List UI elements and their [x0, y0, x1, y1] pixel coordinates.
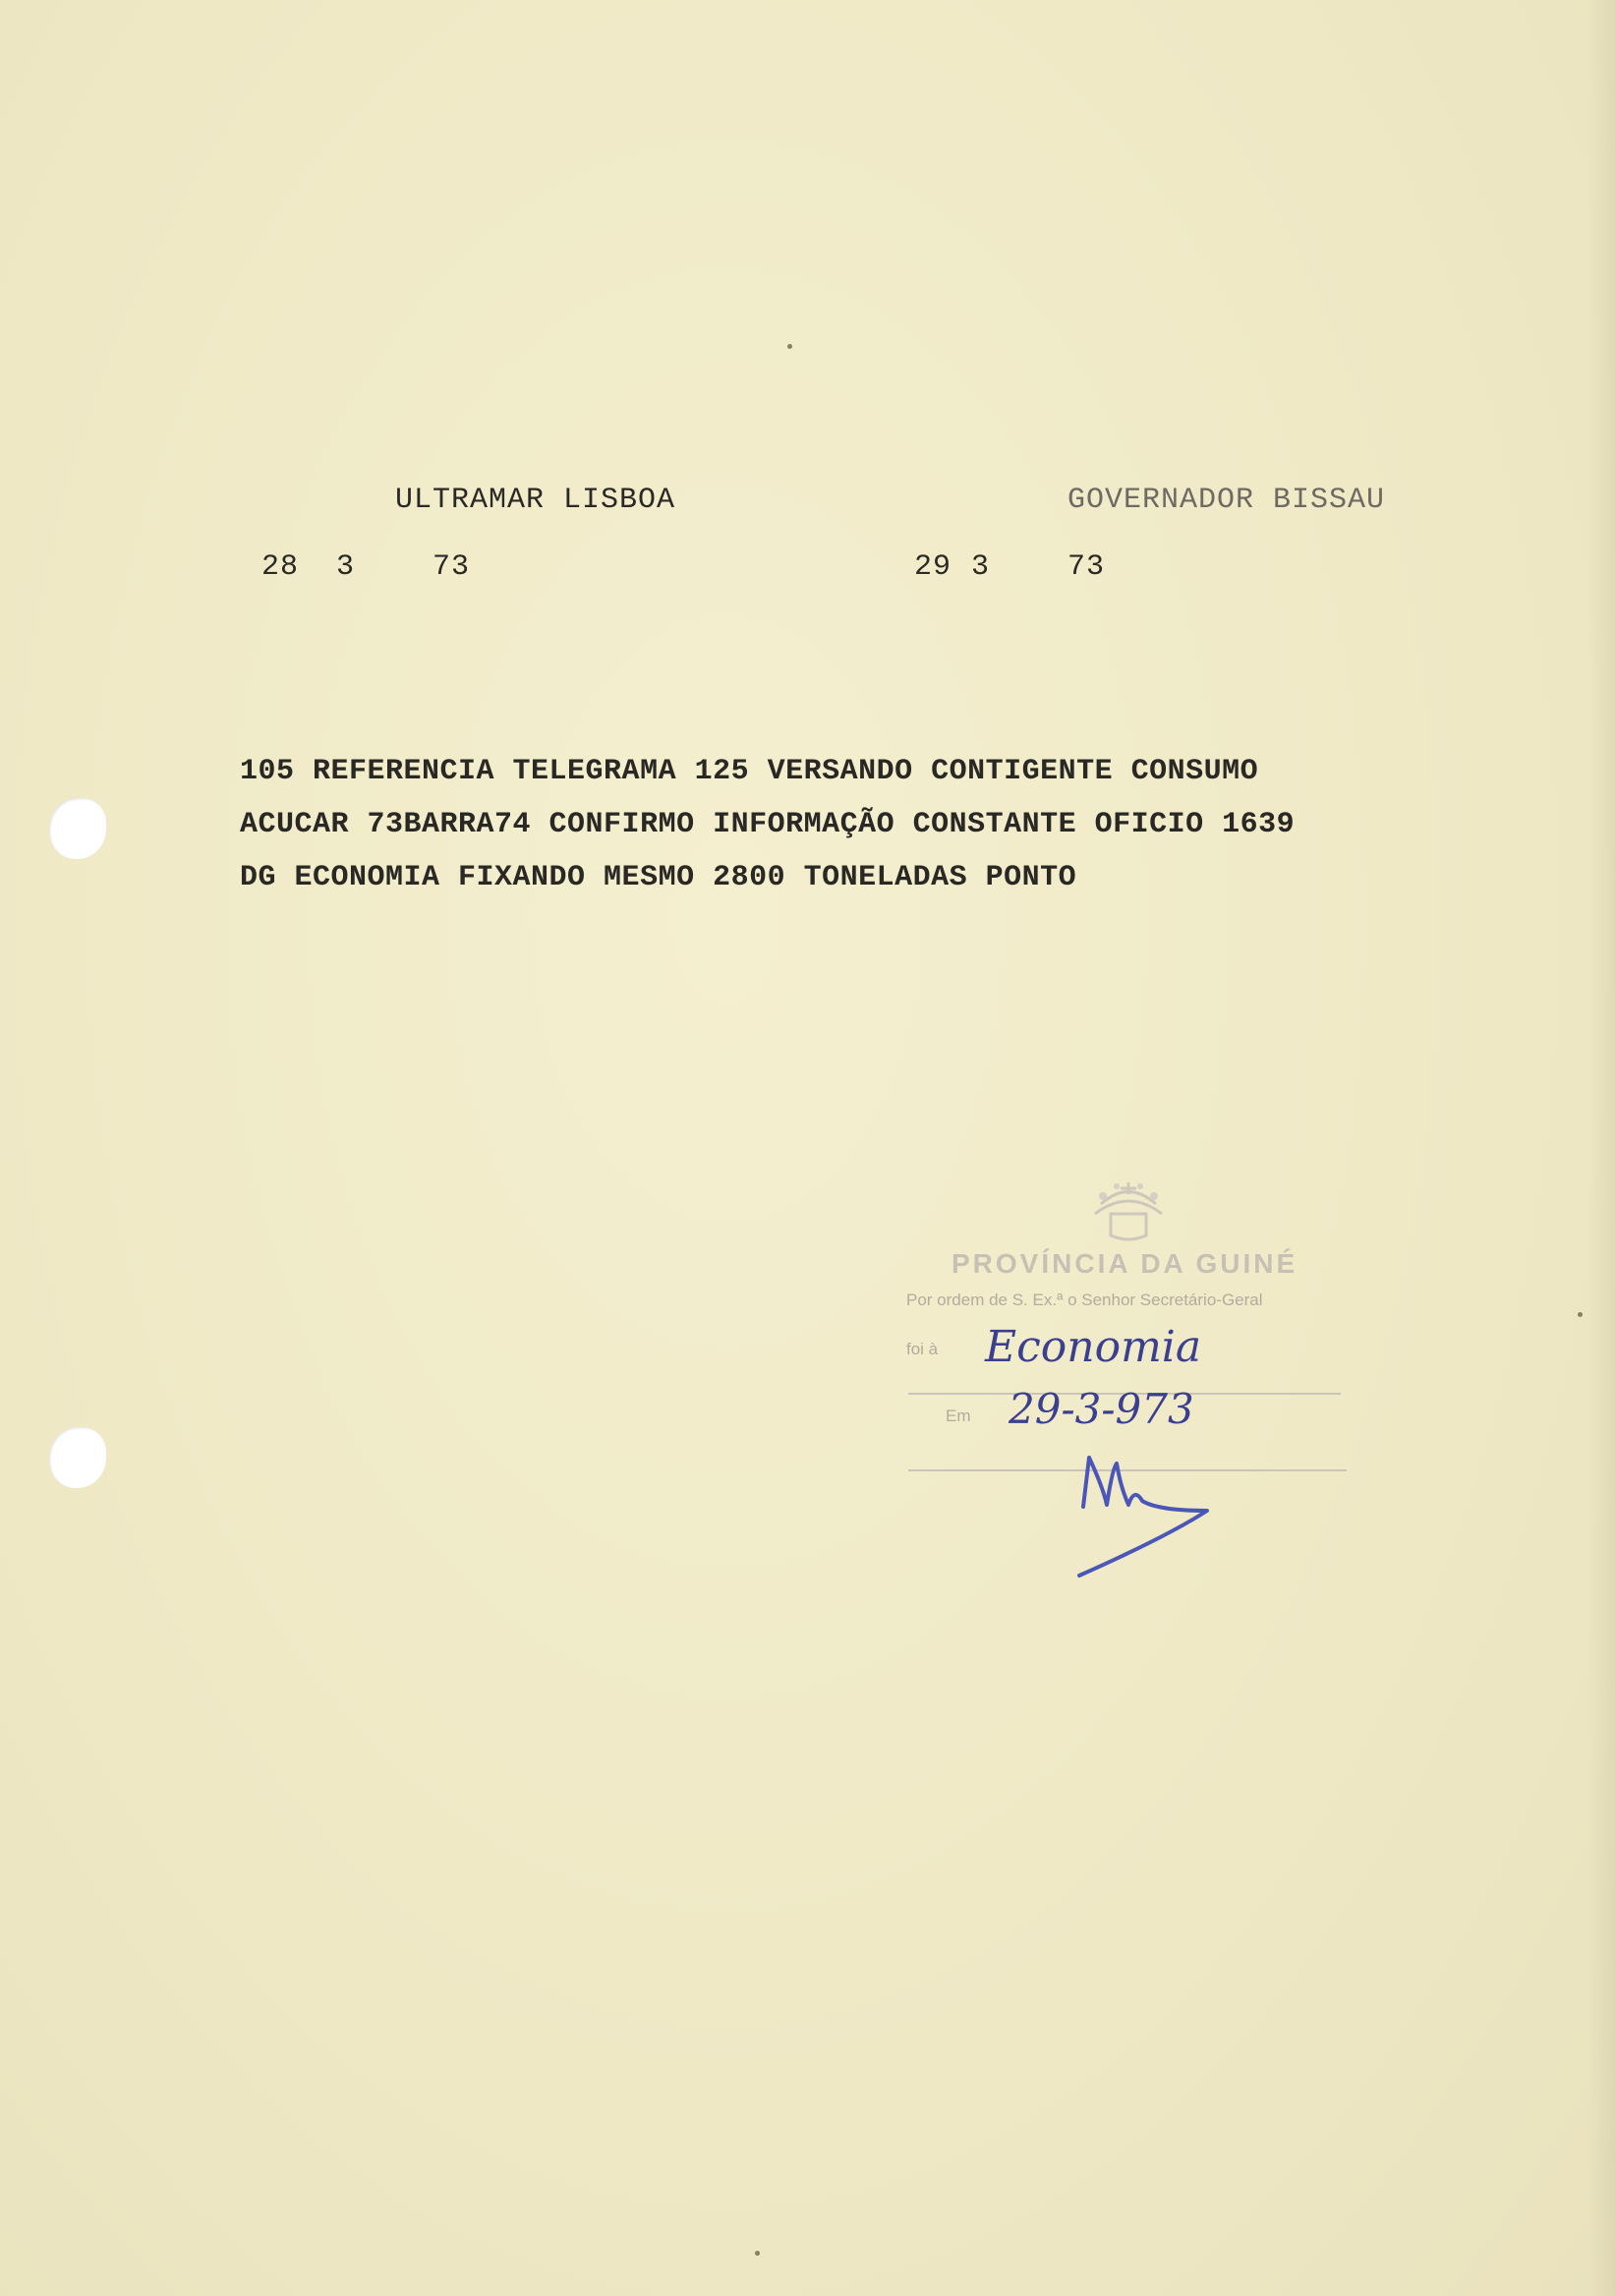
- sent-year: 73: [433, 550, 471, 584]
- received-month: 3: [971, 550, 991, 584]
- punch-hole-bottom: [49, 1427, 106, 1488]
- handwritten-signature: [1060, 1428, 1256, 1585]
- paper-speck: [1578, 1312, 1583, 1317]
- telegram-body-line: DG ECONOMIA FIXANDO MESMO 2800 TONELADAS PONTO: [240, 861, 1077, 894]
- telegram-body: [240, 745, 1400, 904]
- stamp-title: PROVÍNCIA DA GUINÉ: [952, 1248, 1298, 1279]
- destination-label: GOVERNADOR BISSAU: [1067, 484, 1386, 517]
- stamp-order-line: Por ordem de S. Ex.ª o Senhor Secretário-Geral: [906, 1291, 1263, 1309]
- reception-stamp: [902, 1175, 1355, 1587]
- stamp-em-label: Em: [946, 1406, 971, 1425]
- page-edge-shadow: [1587, 0, 1615, 2296]
- sent-month: 3: [336, 550, 356, 584]
- paper-speck: [755, 2251, 760, 2256]
- sent-day: 28: [261, 550, 300, 584]
- stamp-foi-label: foi à: [906, 1340, 939, 1358]
- received-day: 29: [914, 550, 952, 584]
- paper-speck: [787, 344, 792, 349]
- handwritten-department: Economia: [985, 1322, 1202, 1372]
- punch-hole-top: [49, 798, 106, 859]
- telegram-body-line: ACUCAR 73BARRA74 CONFIRMO INFORMAÇÃO CONSTANTE OFICIO 1639: [240, 808, 1296, 841]
- origin-label: ULTRAMAR LISBOA: [395, 484, 676, 517]
- handwritten-date: 29-3-973: [1009, 1385, 1194, 1433]
- telegram-body-line: 105 REFERENCIA TELEGRAMA 125 VERSANDO CONTIGENTE CONSUMO: [240, 755, 1259, 788]
- received-year: 73: [1067, 550, 1106, 584]
- coat-of-arms-icon: [1081, 1175, 1176, 1243]
